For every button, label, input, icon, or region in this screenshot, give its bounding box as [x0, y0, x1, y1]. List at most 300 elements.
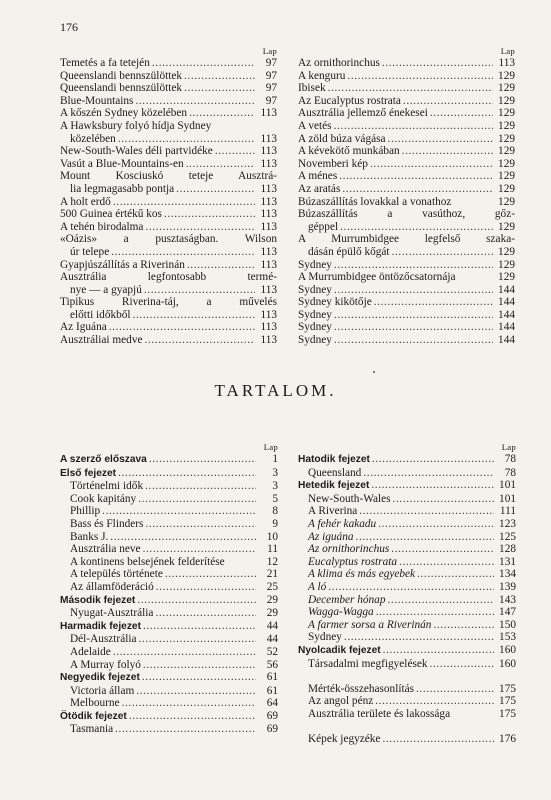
list-entry [298, 321, 515, 334]
dot-leader [137, 594, 256, 607]
list-entry [60, 723, 278, 736]
entry-title: Temetés a fa tetején [60, 57, 150, 69]
entry-page-number: 64 [266, 697, 278, 710]
entry-page-number: 111 [499, 505, 516, 518]
entry-page-number: 29 [266, 607, 278, 620]
entry-page-number: 78 [504, 466, 516, 479]
list-entry [298, 479, 516, 493]
entry-title: Vasút a Blue-Mountains-en [60, 157, 184, 170]
entry-page-number: 113 [260, 321, 277, 334]
dot-leader [388, 133, 493, 146]
lap-header: Lap [263, 442, 278, 452]
list-entry [60, 633, 278, 646]
dot-leader [334, 334, 493, 347]
entry-title: A Murrumbidgee öntözőcsatornája [298, 271, 456, 284]
entry-page-number: 21 [266, 568, 278, 581]
list-entry [60, 334, 277, 347]
entry-title: Mount Kosciuskó teteje Ausztrá- [60, 170, 277, 183]
dot-leader [378, 518, 494, 531]
list-entry [60, 309, 277, 322]
entry-title: úr telepe [70, 245, 110, 258]
entry-page-number: 129 [498, 119, 515, 132]
list-entry [60, 594, 278, 608]
list-entry [298, 543, 516, 556]
list-entry [298, 606, 516, 619]
entry-title: Sydney [298, 321, 332, 334]
dot-leader [118, 467, 256, 480]
entry-title: Tipikus Riverina-táj, a művelés [60, 296, 277, 309]
dot-leader [416, 683, 494, 696]
entry-title: «Oázis» a pusztaságban. Wilson [60, 233, 277, 246]
entry-title: közelében [70, 132, 116, 145]
entry-title: Sydney [298, 258, 332, 271]
entry-title: Az iguána [308, 530, 354, 543]
entry-page-number: 113 [260, 283, 277, 296]
dot-leader [184, 70, 255, 83]
entry-page-number: 29 [266, 593, 278, 606]
dot-leader [187, 259, 255, 272]
entry-title: A Murray folyó [70, 658, 141, 671]
entry-page-number: 25 [266, 580, 278, 593]
entry-title: A ménes [298, 170, 338, 183]
list-entry [60, 82, 277, 95]
dot-leader [430, 658, 494, 671]
illustrations-list-left [60, 46, 277, 347]
dot-leader [363, 467, 494, 480]
entry-title: Búzaszállítás a vasúthoz, gőz- [298, 208, 515, 221]
entry-title: Sydney [308, 631, 342, 644]
list-entry [60, 710, 278, 724]
dot-leader [133, 309, 255, 322]
entry-page-number: 160 [499, 657, 516, 670]
dot-leader [143, 659, 256, 672]
entry-title: Társadalmi megfigyelések [308, 657, 428, 670]
list-entry [298, 453, 516, 467]
entry-title: nye — a gyapjú [70, 283, 142, 296]
list-entry [298, 505, 516, 518]
entry-page-number: 129 [498, 69, 515, 82]
entry-title: A Riverina [308, 505, 358, 518]
entry-page-number: 1 [272, 453, 278, 465]
entry-page-number: 129 [498, 182, 515, 195]
dot-leader [164, 208, 255, 221]
entry-title: A Murrumbidgee legfelső szaka- [298, 233, 515, 246]
entry-title: Sydney [298, 334, 332, 347]
dot-leader [176, 183, 255, 196]
entry-title: December hónap [308, 593, 386, 606]
entry-title: Banks J. [70, 530, 109, 543]
entry-page-number: 147 [499, 606, 516, 619]
entry-title: Ibisek [298, 82, 326, 95]
list-entry [298, 208, 515, 221]
list-entry [60, 568, 278, 581]
entry-title: Blue-Mountains [60, 94, 134, 107]
list-entry [298, 196, 515, 209]
dot-leader [393, 493, 494, 506]
entry-title: A szerző előszava [60, 454, 147, 465]
entry-title: A kenguru [298, 69, 346, 82]
entry-page-number: 134 [499, 568, 516, 581]
dot-leader [391, 543, 494, 556]
list-entry [60, 556, 278, 569]
entry-page-number: 61 [266, 671, 278, 684]
list-entry [298, 57, 515, 70]
dot-leader [402, 145, 493, 158]
dot-leader [403, 95, 493, 108]
entry-page-number: 129 [498, 145, 515, 158]
list-entry [298, 644, 516, 658]
entry-title: A ló [308, 580, 327, 593]
dot-leader [334, 321, 493, 334]
entry-title: géppel [308, 220, 339, 233]
entry-title: Ausztrália legfontosabb termé- [60, 271, 277, 284]
entry-page-number: 113 [260, 107, 277, 120]
lap-header: Lap [262, 46, 277, 56]
dot-leader [342, 183, 493, 196]
entry-title: Búzaszállítás lovakkal a vonathoz [298, 195, 452, 208]
dot-leader [433, 619, 494, 632]
entry-page-number: 113 [260, 245, 277, 258]
list-entry [298, 518, 516, 531]
entry-title: Hetedik fejezet [298, 480, 370, 492]
illustrations-list-right [298, 46, 515, 347]
entry-title: A vetés [298, 119, 332, 132]
list-entry [298, 467, 516, 480]
entry-title: Az angol pénz [308, 695, 374, 708]
dot-leader [371, 479, 494, 492]
dot-leader [145, 518, 256, 531]
list-entry [60, 620, 278, 634]
list-entry [60, 480, 278, 493]
entry-page-number: 3 [272, 466, 278, 479]
entry-page-number: 101 [499, 479, 516, 492]
entry-page-number: 113 [260, 182, 277, 195]
dot-leader [382, 733, 494, 746]
dot-leader [145, 334, 256, 347]
list-entry [60, 518, 278, 531]
list-entry [298, 581, 516, 594]
list-entry [298, 246, 515, 259]
entry-title: Sydney [298, 308, 332, 321]
dot-leader [334, 120, 493, 133]
entry-page-number: 69 [266, 723, 278, 736]
entry-page-number: 97 [265, 94, 277, 107]
entry-page-number: 44 [266, 619, 278, 632]
list-entry [298, 145, 515, 158]
list-entry [298, 594, 516, 607]
dot-leader [376, 606, 494, 619]
list-entry [60, 120, 277, 133]
list-entry [60, 170, 277, 183]
entry-page-number: 123 [499, 517, 516, 530]
dot-leader [115, 723, 256, 736]
list-entry [60, 543, 278, 556]
entry-title: Első fejezet [60, 467, 117, 479]
lap-header: Lap [500, 46, 515, 56]
dot-leader [129, 710, 256, 723]
entry-title: Queensland [308, 466, 362, 479]
list-entry [298, 531, 516, 544]
list-entry [60, 453, 278, 467]
entry-page-number: 5 [272, 492, 278, 505]
list-entry [60, 467, 278, 481]
list-entry [298, 708, 516, 721]
list-entry [298, 70, 515, 83]
dot-leader [138, 493, 256, 506]
list-entry [298, 158, 515, 171]
list-entry [298, 82, 515, 95]
dot-leader [145, 480, 256, 493]
entry-title: Sydney kikötője [298, 296, 372, 309]
list-entry [60, 697, 278, 710]
entry-page-number: 56 [266, 658, 278, 671]
entry-title: A klima és más egyebek [308, 568, 416, 581]
entry-title: New-South-Wales déli partvidéke [60, 145, 213, 158]
list-entry [298, 95, 515, 108]
list-entry [60, 133, 277, 146]
dot-leader [102, 505, 256, 518]
entry-title: Az államföderáció [70, 580, 154, 593]
dot-leader [142, 671, 256, 684]
list-entry [298, 493, 516, 506]
entry-page-number: 176 [499, 733, 516, 746]
entry-page-number: 101 [499, 492, 516, 505]
entry-title: Harmadik fejezet [60, 620, 141, 632]
entry-page-number: 113 [260, 157, 277, 170]
entry-title: Eucalyptus rostrata [308, 555, 398, 568]
entry-title: A település története [70, 568, 163, 581]
entry-page-number: 129 [498, 82, 515, 95]
entry-page-number: 129 [498, 132, 515, 145]
list-entry [60, 296, 277, 309]
entry-title: Az Iguána [60, 321, 107, 334]
list-entry [298, 720, 516, 733]
page-number: 176 [60, 20, 78, 34]
entry-page-number: 144 [498, 308, 515, 321]
lap-header: Lap [501, 442, 516, 452]
entry-page-number: 175 [499, 695, 516, 708]
dot-leader [118, 133, 255, 146]
entry-page-number: 113 [260, 308, 277, 321]
list-entry [60, 208, 277, 221]
list-entry [60, 493, 278, 506]
dot-leader [144, 284, 255, 297]
list-entry [60, 70, 277, 83]
list-entry [60, 284, 277, 297]
list-entry [60, 671, 278, 685]
dot-leader [383, 644, 494, 657]
entry-title: Ausztrália jellemző énekesei [298, 107, 428, 120]
entry-page-number: 153 [499, 631, 516, 644]
entry-page-number: 3 [272, 480, 278, 493]
entry-page-number: 113 [260, 220, 277, 233]
toc-list-left [60, 442, 278, 736]
list-entry [298, 556, 516, 569]
dot-leader [347, 70, 493, 83]
entry-title: Az aratás [298, 182, 341, 195]
entry-title: Cook kapitány [70, 492, 137, 505]
entry-page-number: 128 [499, 543, 516, 556]
entry-page-number: 129 [498, 170, 515, 183]
dot-leader [145, 221, 255, 234]
dot-leader [139, 633, 257, 646]
entry-title: Képek jegyzéke [308, 733, 381, 746]
list-entry [298, 309, 515, 322]
list-entry [298, 133, 515, 146]
dot-leader [110, 531, 256, 544]
entry-title: A kőszén Sydney közelében [60, 107, 188, 120]
entry-title: New-South-Wales [308, 492, 391, 505]
entry-page-number: 97 [265, 69, 277, 82]
dot-leader [356, 531, 494, 544]
entry-page-number: 69 [266, 709, 278, 722]
entry-page-number: 144 [498, 283, 515, 296]
entry-title: Második fejezet [60, 594, 136, 606]
entry-page-number: 10 [266, 530, 278, 543]
entry-title: Tasmania [70, 723, 114, 736]
entry-page-number: 113 [260, 208, 277, 221]
dot-leader [149, 453, 256, 466]
entry-title: Az ornithorinchus [308, 543, 390, 556]
list-entry [60, 107, 277, 120]
entry-title: dásán épülő kőgát [308, 245, 390, 258]
dot-leader [186, 158, 255, 171]
dot-leader [340, 221, 493, 234]
entry-page-number: 113 [260, 132, 277, 145]
entry-page-number: 61 [266, 684, 278, 697]
list-entry [60, 95, 277, 108]
dot-leader [189, 107, 255, 120]
entry-page-number: 129 [498, 195, 515, 208]
entry-title: Ausztráliai medve [60, 334, 143, 347]
list-entry [298, 221, 515, 234]
entry-title: Queenslandi bennszülöttek [60, 69, 183, 82]
list-entry [60, 183, 277, 196]
dot-leader [143, 543, 256, 556]
entry-page-number: 97 [265, 82, 277, 95]
dot-leader [111, 246, 255, 259]
entry-title: Ausztrália neve [70, 543, 141, 556]
list-entry [60, 531, 278, 544]
dot-leader [375, 695, 494, 708]
dot-leader [382, 57, 493, 70]
entry-title: Novemberi kép [298, 157, 368, 170]
entry-title: Mérték-összehasonlítás [308, 682, 415, 695]
dot-leader [136, 685, 256, 698]
entry-page-number: 160 [499, 643, 516, 656]
list-entry [60, 271, 277, 284]
list-entry [60, 321, 277, 334]
list-entry [60, 659, 278, 672]
entry-page-number: 144 [498, 296, 515, 309]
list-entry [60, 685, 278, 698]
list-entry [60, 57, 277, 70]
dot-leader [109, 321, 255, 334]
dot-leader [387, 594, 494, 607]
list-entry [298, 334, 515, 347]
entry-title: 500 Guinea értékű kos [60, 208, 162, 221]
dot-leader [334, 259, 493, 272]
list-entry [60, 581, 278, 594]
entry-page-number: 175 [499, 707, 516, 720]
entry-page-number: 113 [260, 145, 277, 158]
entry-page-number: 52 [266, 645, 278, 658]
list-entry [60, 646, 278, 659]
list-entry [298, 233, 515, 246]
entry-title: A tehén birodalma [60, 220, 144, 233]
entry-title: Adelaide [70, 645, 111, 658]
list-entry [60, 221, 277, 234]
dot-leader [328, 82, 493, 95]
entry-page-number: 113 [260, 195, 277, 208]
list-entry [60, 505, 278, 518]
entry-title: Gyapjúszállítás a Riverinán [60, 258, 185, 271]
entry-title: Phillip [70, 505, 101, 518]
entry-page-number: 143 [499, 593, 516, 606]
entry-page-number: 144 [498, 321, 515, 334]
list-entry [298, 619, 516, 632]
entry-page-number: 129 [498, 220, 515, 233]
entry-page-number: 129 [498, 107, 515, 120]
entry-page-number: 97 [265, 57, 277, 69]
entry-page-number: 44 [266, 633, 278, 646]
list-entry [60, 196, 277, 209]
entry-title: Melbourne [70, 697, 120, 710]
entry-page-number: 129 [498, 157, 515, 170]
toc-list-right [298, 442, 516, 746]
entry-page-number: 131 [499, 555, 516, 568]
entry-page-number: 8 [272, 505, 278, 518]
list-entry [298, 120, 515, 133]
dot-leader [135, 95, 255, 108]
list-entry [60, 145, 277, 158]
list-entry [298, 271, 515, 284]
entry-page-number: 78 [504, 453, 516, 465]
dot-leader [113, 646, 256, 659]
dot-leader [370, 158, 493, 171]
dot-leader [374, 296, 493, 309]
list-entry [298, 170, 515, 183]
list-entry [298, 296, 515, 309]
entry-title: Bass és Flinders [70, 517, 144, 530]
entry-page-number: 150 [499, 618, 516, 631]
list-entry [60, 259, 277, 272]
dot-leader [165, 568, 256, 581]
entry-title: A kontinens belsejének felderítése [70, 555, 225, 568]
entry-title: Victoria állam [70, 684, 135, 697]
list-entry [60, 607, 278, 620]
dot-leader [359, 505, 494, 518]
list-entry [298, 568, 516, 581]
entry-title: Queenslandi bennszülöttek [60, 82, 183, 95]
list-entry [298, 683, 516, 696]
dot-leader [156, 581, 256, 594]
entry-title: A holt erdő [60, 195, 111, 208]
entry-page-number: 144 [498, 334, 515, 347]
entry-title: Dél-Ausztrália [70, 633, 137, 646]
list-entry [298, 259, 515, 272]
dot-leader [392, 246, 493, 259]
entry-page-number: 11 [267, 543, 278, 556]
entry-page-number: 139 [499, 580, 516, 593]
entry-title: lia legmagasabb pontja [70, 182, 175, 195]
entry-page-number: 129 [498, 258, 515, 271]
entry-page-number: 12 [266, 555, 278, 568]
list-entry [298, 670, 516, 683]
entry-title: A fehér kakadu [308, 517, 377, 530]
dot-leader [215, 145, 255, 158]
dot-leader [152, 57, 255, 70]
